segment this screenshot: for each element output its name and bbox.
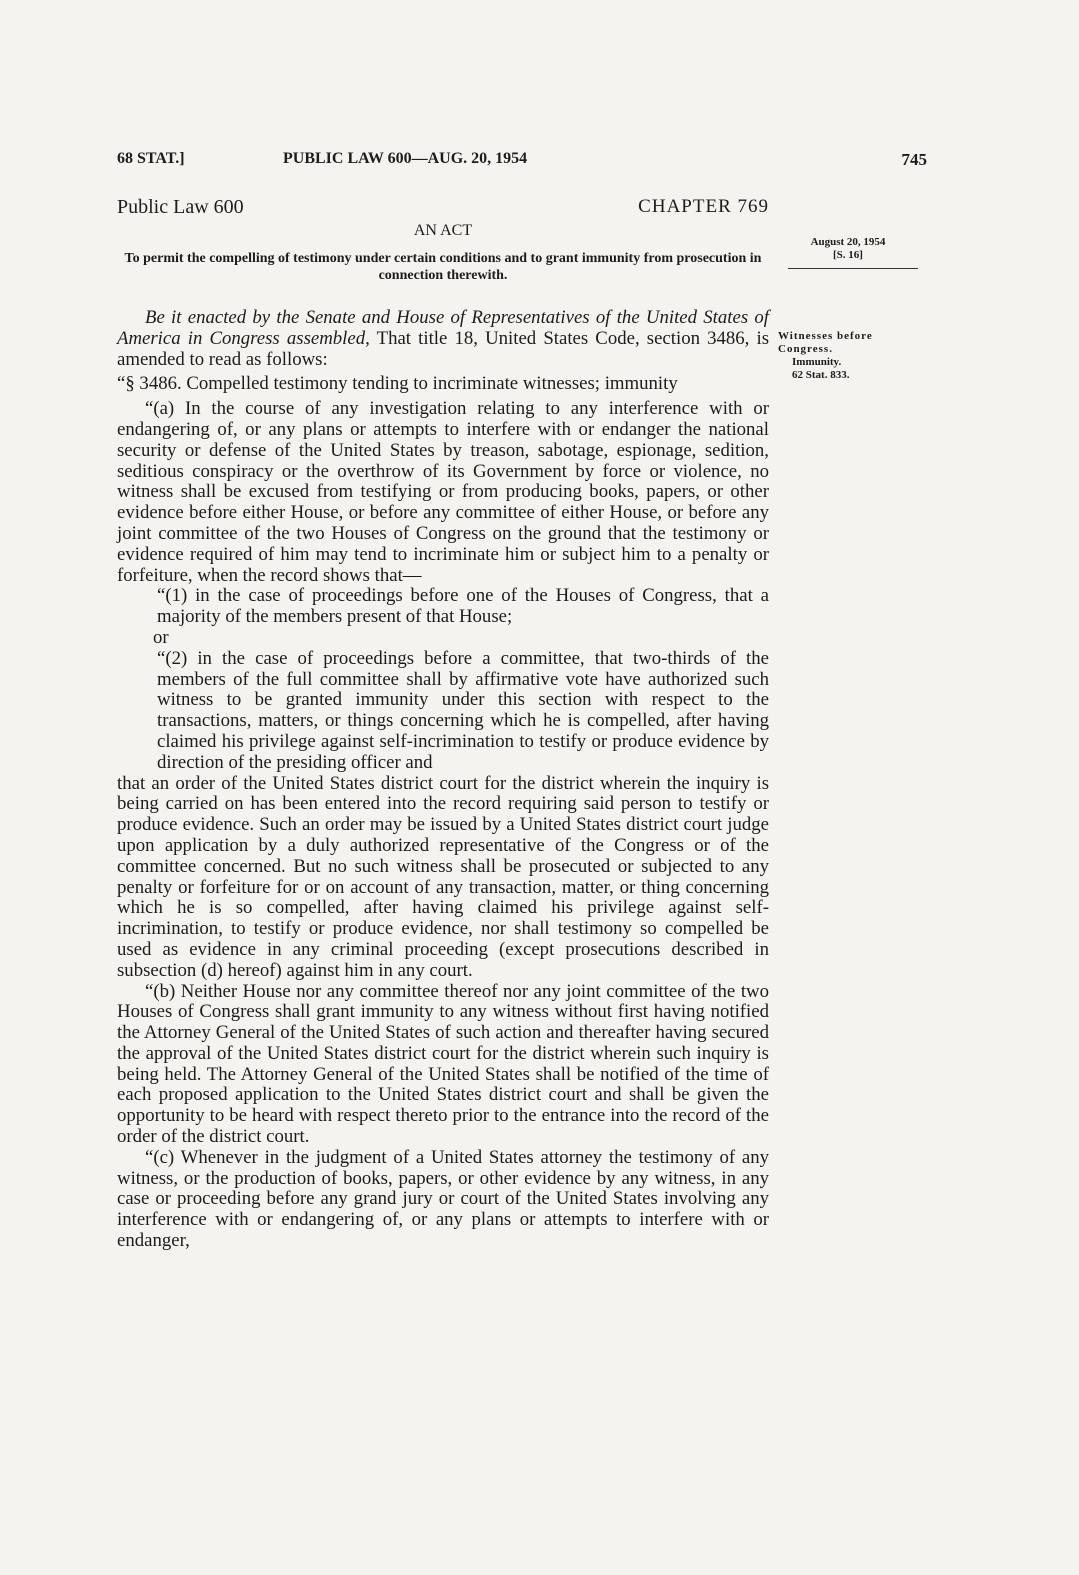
paragraph-c: “(c) Whenever in the judgment of a United States attorney the testimony of any witness, or the production of books, papers, or other evidence by any witness, in any case or proceeding before any grand jury or court of the United States involving any interference with or endangering of, or any plans or attempts to interfere with or endanger,	[117, 1146, 769, 1252]
clause-2-text: “(2) in the case of proceedings before a committee, that two-thirds of the members of the full committee shall by affirmative vote have authorized such witness to be granted immunity under this section with respect to the transactions, matters, or things concerning which he is compelled, after having claimed his privilege against self-incrimination to testify or produce evidence by direction of the presiding officer and	[157, 647, 769, 773]
header-law-title: PUBLIC LAW 600—AUG. 20, 1954	[283, 150, 528, 167]
statute-body	[117, 308, 769, 1252]
clause-2	[117, 649, 769, 774]
margin-bill: [S. 16]	[833, 249, 863, 261]
margin-topic-immunity: Immunity.	[792, 356, 842, 368]
enacting-clause-italic: Be it enacted by the Senate and House of Representatives of the United States of America in Congress assembled,	[117, 307, 769, 349]
or-connector: or	[153, 626, 169, 648]
margin-note-topics	[778, 330, 918, 382]
public-law-number: Public Law 600	[117, 196, 244, 218]
act-purpose: To permit the compelling of testimony under certain conditions and to grant immunity from prosecution in connection therewith.	[124, 251, 762, 283]
chapter-number: CHAPTER 769	[638, 196, 769, 217]
paragraph-a-continued: that an order of the United States district court for the district wherein the inquiry is being carried on has been entered into the record requiring said person to testify or produce evidence. Such an order may be issued by a United States district court judge upon application by a duly authorized representative of the Congress or of the committee concerned. But no such witness shall be prosecuted or subjected to any penalty or forfeiture for or on account of any transaction, matter, or thing concerning which he is so compelled, after having claimed his privilege against self-incrimination, to testify or produce evidence, nor shall testimony so compelled be used as evidence in any criminal proceeding (except prosecutions described in subsection (d) hereof) against him in any court.	[117, 772, 769, 981]
margin-topic-witnesses: Witnesses before Congress.	[778, 330, 873, 355]
page-number: 745	[901, 150, 927, 169]
clause-1	[117, 586, 769, 628]
enacting-clause	[117, 308, 769, 370]
paragraph-b: “(b) Neither House nor any committee thereof nor any joint committee of the two Houses of Congress shall grant immunity to any witness without first having notified the Attorney General of the United States of such action and thereafter having secured the approval of the United States district court for the district wherein such inquiry is being held. The Attorney General of the United States shall be notified of the time of each proposed application to the United States district court and shall be given the opportunity to be heard with respect thereto prior to the entrance into the record of the order of the district court.	[117, 980, 769, 1148]
margin-date: August 20, 1954	[810, 236, 886, 248]
header-volume: 68 STAT.]	[117, 150, 185, 167]
running-header	[117, 150, 927, 174]
enacting-clause-text: That title 18, United States Code, section 3486, is amended to read as follows:	[117, 327, 770, 370]
margin-citation: 62 Stat. 833.	[792, 369, 850, 381]
clause-1-text: “(1) in the case of proceedings before one of the Houses of Congress, that a majority of the members present of that House;	[157, 585, 769, 628]
paragraph-a: “(a) In the course of any investigation relating to any interference with or endangering of, or any plans or attempts to interfere with or endanger the national security or defense of the United States by treason, sabotage, espionage, sedition, seditious conspiracy or the overthrow of its Government by force or violence, no witness shall be excused from testifying or from producing books, papers, or other evidence before either House, or before any committee of either House, or before any joint committee of the two Houses of Congress on the ground that the testimony or evidence required of him may tend to incriminate him or subject him to a penalty or forfeiture, when the record shows that—	[117, 398, 769, 586]
margin-note-date	[788, 236, 908, 269]
act-label: AN ACT	[413, 222, 473, 239]
margin-rule	[788, 264, 918, 269]
section-title: “§ 3486. Compelled testimony tending to incriminate witnesses; immunity	[117, 373, 678, 395]
